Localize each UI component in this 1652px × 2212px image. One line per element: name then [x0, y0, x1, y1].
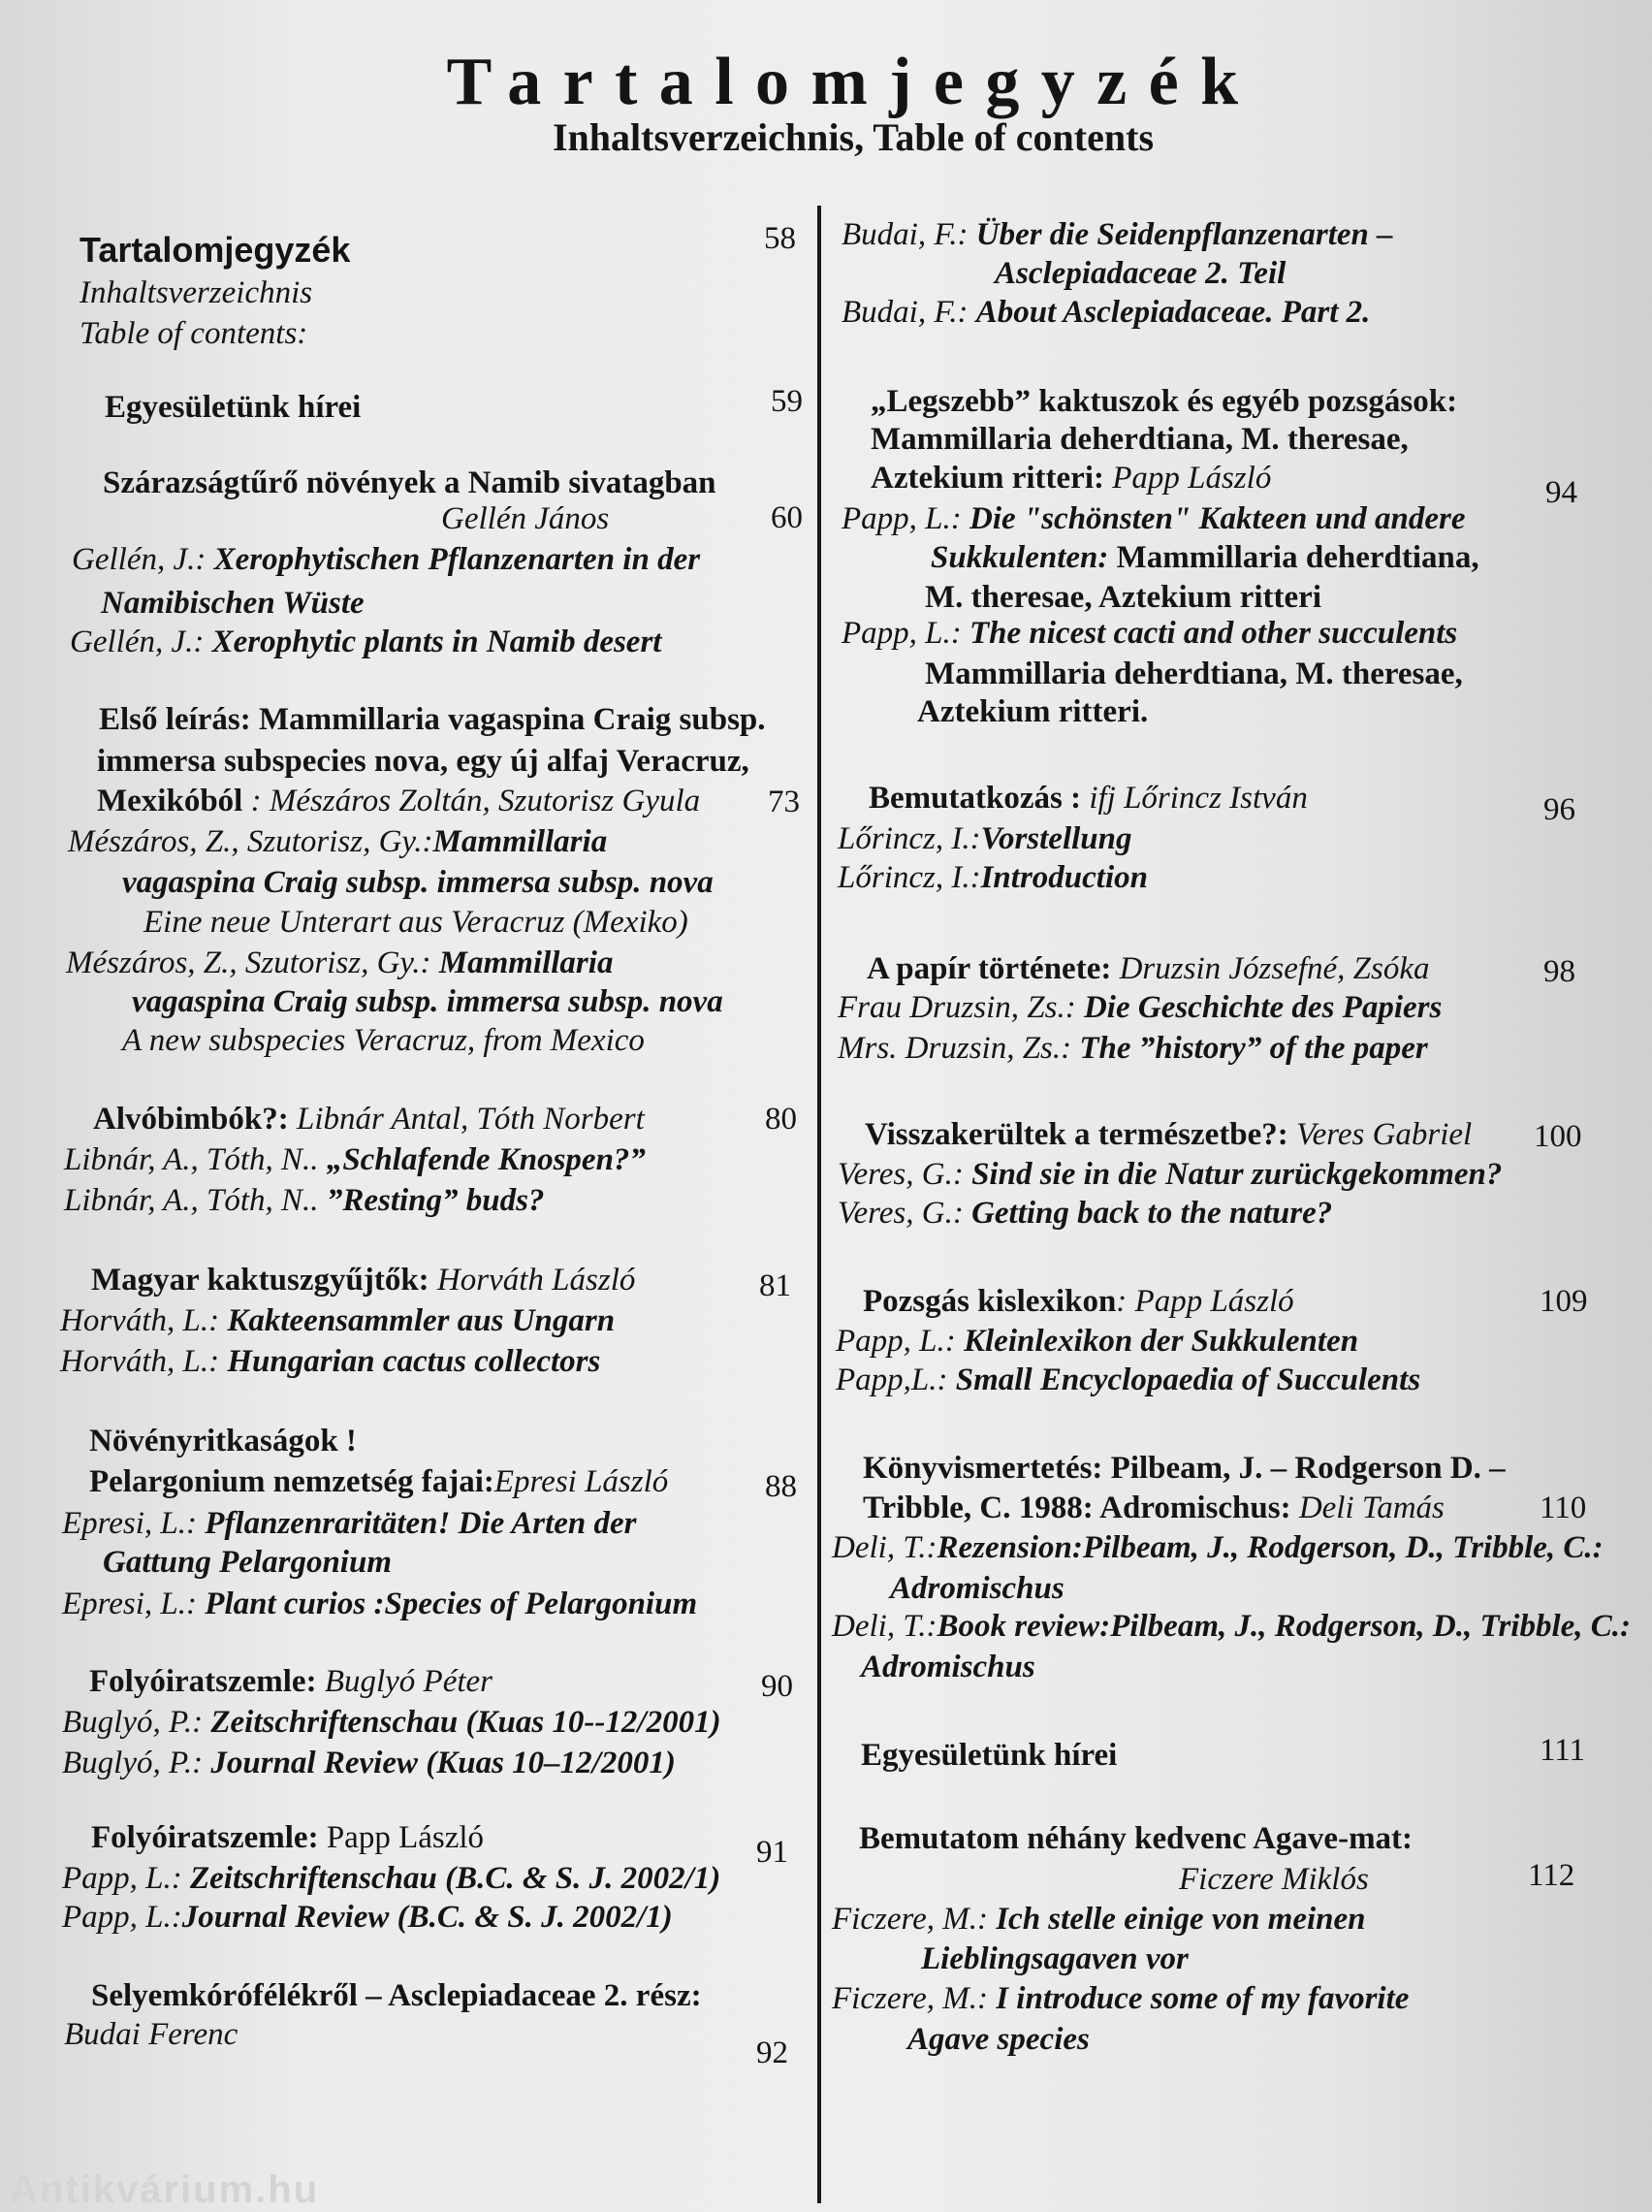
toc-text: Libnár, A., Tóth, N..	[64, 1183, 327, 1218]
toc-text: Journal Review (Kuas 10–12/2001)	[210, 1746, 676, 1780]
toc-line	[867, 949, 1430, 988]
toc-line	[838, 1194, 1332, 1233]
column-divider	[817, 206, 821, 2203]
toc-text: Mexikóból	[97, 784, 243, 818]
page-number: 73	[768, 785, 800, 819]
toc-line	[925, 655, 1463, 693]
page-number: 100	[1534, 1119, 1582, 1154]
toc-text: Plant curios :Species of Pelargonium	[205, 1587, 698, 1621]
toc-line	[838, 1155, 1502, 1194]
toc-text: Sind sie in die Natur zurückgekommen?	[971, 1157, 1503, 1192]
toc-text: Hungarian cactus collectors	[227, 1344, 601, 1379]
toc-text: Die "schönsten" Kakteen und andere	[969, 501, 1466, 536]
toc-text: Könyvismertetés: Pilbeam, J. – Rodgerson D. –	[863, 1451, 1506, 1486]
toc-text: vagaspina Craig	[122, 865, 347, 900]
page-number: 58	[764, 221, 796, 256]
toc-line	[917, 692, 1148, 731]
toc-text: Table of contents:	[79, 316, 308, 351]
toc-text: Buglyó Péter	[316, 1664, 492, 1699]
toc-line	[99, 700, 766, 739]
toc-text: Asclepiadaceae 2. Teil	[995, 256, 1287, 291]
toc-line	[832, 1528, 1604, 1567]
toc-text: Getting back to the nature?	[971, 1196, 1333, 1231]
toc-text: About Asclepiadaceae. Part 2.	[975, 295, 1371, 330]
toc-text: Veres, G.:	[838, 1196, 972, 1231]
toc-line	[89, 1662, 492, 1701]
page-number: 98	[1543, 954, 1575, 989]
toc-text: Selyemkórófélékről – Asclepiadaceae 2. rész:	[91, 1978, 702, 2013]
toc-text: Agave species	[907, 2022, 1090, 2057]
toc-line	[68, 822, 607, 861]
toc-text: Budai, F.:	[842, 295, 976, 330]
watermark: Antikvárium.hu	[10, 2168, 320, 2211]
toc-line	[832, 1979, 1409, 2018]
toc-line	[103, 1543, 392, 1582]
toc-text: Lieblingsagaven vor	[921, 1941, 1189, 1976]
toc-text: Papp László	[318, 1820, 485, 1855]
toc-text: Folyóiratszemle:	[89, 1664, 317, 1699]
toc-text: Horváth, L.:	[60, 1303, 228, 1338]
toc-line	[869, 779, 1308, 817]
toc-line	[62, 1703, 721, 1742]
toc-line	[441, 499, 609, 538]
toc-text: Xerophytic plants in Namib desert	[211, 625, 662, 659]
toc-text: Egyesületünk hírei	[105, 390, 362, 425]
toc-text: Vorstellung	[980, 821, 1132, 856]
toc-line	[62, 1744, 676, 1782]
toc-line	[97, 782, 700, 820]
toc-text: Papp, L.:	[842, 501, 969, 536]
toc-text: Gellén, J.:	[70, 625, 212, 659]
toc-text: Inhaltsverzeichnis	[79, 275, 313, 310]
toc-line	[143, 903, 688, 942]
toc-text: The ”history” of the paper	[1079, 1031, 1428, 1066]
toc-text: Mammillaria deherdtiana,	[1116, 540, 1479, 575]
toc-text: Szárazságtűrő növények a Namib sivatagban	[103, 465, 716, 500]
toc-text: Kleinlexikon der Sukkulenten	[964, 1324, 1359, 1359]
toc-text: Book review:Pilbeam, J., Rodgerson, D., Tribble, C.:	[937, 1609, 1632, 1644]
toc-text: Buglyó, P.:	[62, 1746, 211, 1780]
toc-line	[890, 1569, 1064, 1608]
toc-text: Lőrincz, I.:	[838, 821, 981, 856]
toc-text: Ficzere Miklós	[1179, 1862, 1369, 1897]
toc-line	[838, 988, 1442, 1027]
toc-line	[842, 614, 1457, 653]
toc-text: Papp,L.:	[836, 1362, 956, 1397]
toc-text: Zeitschriftenschau (Kuas 10--12/2001)	[210, 1705, 721, 1740]
toc-text: A new subspecies Veracruz, from Mexico	[122, 1023, 645, 1058]
toc-line	[1179, 1860, 1369, 1899]
toc-text: A papír története:	[867, 951, 1120, 986]
toc-text: Die Geschichte des Papiers	[1083, 990, 1443, 1025]
toc-line	[863, 1489, 1445, 1527]
toc-text: Libnár Antal, Tóth Norbert	[288, 1102, 645, 1137]
toc-text: Növényritkaságok !	[89, 1424, 357, 1459]
toc-text: Ficzere, M.:	[832, 1902, 997, 1937]
page-number: 80	[765, 1102, 797, 1137]
toc-text: Gellén, J.:	[72, 542, 214, 577]
toc-text: I introduce some of my favorite	[996, 1981, 1410, 2016]
toc-text: Epresi László	[493, 1464, 669, 1499]
toc-text: Zeitschriftenschau (B.C. & S. J. 2002/1)	[190, 1861, 721, 1896]
toc-line	[101, 584, 365, 623]
toc-text: Veres, G.:	[838, 1157, 972, 1192]
toc-line	[861, 1736, 1117, 1775]
toc-line	[122, 1021, 645, 1060]
toc-text: Budai Ferenc	[64, 2017, 238, 2052]
toc-text: immersa subspecies nova, egy új alfaj Veracruz,	[97, 744, 749, 779]
toc-text: Aztekium ritteri:	[871, 461, 1113, 496]
toc-text: Sukkulenten:	[931, 540, 1117, 575]
toc-line	[836, 1361, 1420, 1399]
toc-text: Pflanzenraritäten! Die Arten der	[205, 1506, 637, 1541]
toc-line	[60, 1342, 600, 1381]
toc-text: Ich stelle einige von meinen	[996, 1902, 1366, 1937]
page-number: 59	[771, 384, 803, 419]
toc-text: „Schlafende Knospen?”	[326, 1142, 646, 1177]
toc-line	[907, 2020, 1090, 2059]
toc-text: Egyesületünk hírei	[861, 1738, 1118, 1773]
toc-text: Epresi, L.:	[62, 1506, 206, 1541]
toc-text: Mészáros, Z., Szutorisz, Gy.:	[66, 946, 439, 980]
toc-line	[122, 863, 714, 902]
toc-text: Journal Review (B.C. & S. J. 2002/1)	[181, 1900, 673, 1935]
toc-line	[865, 1115, 1472, 1154]
toc-line	[62, 1898, 673, 1937]
toc-text: Kakteensammler aus Ungarn	[227, 1303, 616, 1338]
toc-text: : Papp László	[1116, 1284, 1294, 1319]
toc-text: Introduction	[980, 860, 1148, 895]
toc-text: Bemutatkozás :	[869, 781, 1090, 816]
toc-text: Adromischus	[890, 1571, 1064, 1606]
toc-text: Magyar kaktuszgyűjtők:	[91, 1263, 429, 1298]
toc-line	[871, 420, 1409, 459]
toc-line	[72, 540, 700, 579]
toc-line	[921, 1940, 1189, 1978]
toc-text: Gellén János	[441, 501, 610, 536]
toc-line	[842, 293, 1370, 332]
toc-line	[871, 459, 1271, 497]
toc-line	[832, 1607, 1631, 1646]
toc-text: Small Encyclopaedia of Succulents	[955, 1362, 1421, 1397]
toc-line	[871, 382, 1457, 421]
toc-line	[91, 1976, 702, 2015]
toc-line	[863, 1282, 1294, 1321]
toc-line	[64, 2015, 238, 2054]
toc-text: Papp László	[1112, 461, 1272, 496]
page-number: 81	[759, 1268, 791, 1303]
toc-text: Papp, L.:	[836, 1324, 964, 1359]
toc-line	[79, 273, 312, 312]
toc-text: Tartalomjegyzék	[79, 230, 351, 270]
toc-line	[64, 1140, 646, 1179]
toc-text: Xerophytischen Pflanzenarten in der	[213, 542, 701, 577]
toc-line	[60, 1301, 615, 1340]
toc-text: Deli, T.:	[832, 1609, 937, 1644]
toc-text: ifj Lőrincz István	[1089, 781, 1308, 816]
toc-line	[842, 499, 1466, 538]
toc-line	[838, 819, 1132, 858]
toc-text: Pozsgás kislexikon	[863, 1284, 1117, 1319]
toc-text: vagaspina Craig subsp. immersa subsp. nova	[132, 984, 723, 1019]
toc-text: The nicest cacti and other succulents	[969, 616, 1458, 651]
toc-line	[89, 1422, 357, 1460]
toc-line	[995, 254, 1286, 293]
toc-text: Mrs. Druzsin, Zs.:	[838, 1031, 1080, 1066]
toc-line	[132, 982, 723, 1021]
toc-line	[863, 1449, 1506, 1488]
toc-line	[105, 388, 361, 427]
toc-line	[838, 1029, 1428, 1068]
toc-text: Első leírás: Mammillaria vagaspina Craig subsp.	[99, 702, 766, 737]
toc-text: Deli Tamás	[1298, 1491, 1445, 1525]
toc-line	[861, 1648, 1035, 1686]
toc-text: Visszakerültek a természetbe?:	[865, 1117, 1297, 1152]
page-number: 92	[756, 2036, 788, 2070]
toc-text: Mammillaria	[432, 824, 608, 859]
toc-text: Rezension:Pilbeam, J., Rodgerson, D., Tribble, C.:	[937, 1530, 1604, 1565]
toc-text: Epresi, L.:	[62, 1587, 206, 1621]
toc-text: Über die Seidenpflanzenarten –	[975, 217, 1393, 252]
toc-line	[91, 1818, 484, 1857]
toc-line	[842, 215, 1393, 254]
page-number: 94	[1545, 475, 1577, 510]
page-number: 91	[756, 1835, 788, 1870]
toc-text: Bemutatom néhány kedvenc Agave-mat:	[859, 1821, 1414, 1856]
toc-line	[62, 1585, 697, 1623]
toc-line	[931, 538, 1479, 577]
toc-text: Aztekium ritteri.	[917, 694, 1149, 729]
toc-text: subsp. immersa subsp. nova	[346, 865, 714, 900]
toc-line	[70, 623, 661, 661]
page-subtitle: Inhaltsverzeichnis, Table of contents	[552, 115, 1155, 159]
toc-text: Mammillaria deherdtiana, M. theresae,	[925, 657, 1463, 691]
toc-text: Papp, L.:	[62, 1861, 190, 1896]
toc-line	[859, 1819, 1413, 1858]
toc-text: Mammillaria deherdtiana, M. theresae,	[871, 422, 1409, 457]
toc-line	[89, 1462, 668, 1501]
toc-line	[64, 1181, 544, 1220]
page-number: 109	[1540, 1284, 1588, 1319]
toc-line	[838, 858, 1148, 897]
toc-line	[925, 578, 1321, 617]
toc-text: Budai, F.:	[842, 217, 976, 252]
toc-text: Gattung Pelargonium	[103, 1545, 392, 1580]
toc-text: Ficzere, M.:	[832, 1981, 997, 2016]
toc-text: M. theresae, Aztekium ritteri	[925, 580, 1321, 615]
toc-text: Adromischus	[861, 1650, 1035, 1684]
toc-text: Libnár, A., Tóth, N..	[64, 1142, 327, 1177]
toc-text: Horváth László	[429, 1263, 636, 1298]
toc-text: Pelargonium nemzetség fajai:	[89, 1464, 494, 1499]
toc-text: Tribble, C. 1988: Adromischus:	[863, 1491, 1299, 1525]
toc-line	[91, 1261, 635, 1299]
page-number: 110	[1540, 1491, 1587, 1525]
toc-text: Folyóiratszemle:	[91, 1820, 319, 1855]
toc-line	[103, 464, 716, 502]
toc-text: Mészáros, Z., Szutorisz, Gy.:	[68, 824, 433, 859]
toc-text: Deli, T.:	[832, 1530, 937, 1565]
page-number: 112	[1528, 1858, 1575, 1893]
toc-text: Alvóbimbók?:	[93, 1102, 289, 1137]
page-number: 90	[761, 1669, 793, 1704]
toc-text: Eine neue Unterart aus Veracruz (Mexiko)	[143, 905, 688, 940]
toc-line	[836, 1322, 1358, 1361]
toc-text: Veres Gabriel	[1296, 1117, 1473, 1152]
toc-line	[79, 231, 350, 272]
toc-text: Horváth, L.:	[60, 1344, 228, 1379]
toc-text: Frau Druzsin, Zs.:	[838, 990, 1084, 1025]
page-title: Tartalomjegyzék	[446, 45, 1260, 119]
toc-text: ”Resting” buds?	[326, 1183, 545, 1218]
toc-text: „Legszebb” kaktuszok és egyéb pozsgások:	[871, 384, 1458, 419]
toc-text: : Mészáros Zoltán, Szutorisz Gyula	[242, 784, 701, 818]
toc-line	[62, 1504, 637, 1543]
toc-text: Buglyó, P.:	[62, 1705, 211, 1740]
toc-text: Mammillaria	[438, 946, 614, 980]
toc-text: Druzsin Józsefné, Zsóka	[1119, 951, 1430, 986]
toc-line	[66, 944, 613, 982]
toc-line	[62, 1859, 720, 1898]
toc-text: Lőrincz, I.:	[838, 860, 981, 895]
page-number: 96	[1543, 792, 1575, 827]
toc-line	[97, 742, 749, 781]
toc-text: Namibischen Wüste	[101, 586, 365, 621]
toc-line	[93, 1100, 645, 1138]
page-number: 111	[1540, 1733, 1586, 1768]
toc-text: Papp, L.:	[842, 616, 969, 651]
toc-line	[79, 314, 307, 353]
toc-line	[832, 1900, 1366, 1939]
toc-text: Papp, L.:	[62, 1900, 182, 1935]
page-number: 60	[771, 500, 803, 535]
page-number: 88	[765, 1469, 797, 1504]
